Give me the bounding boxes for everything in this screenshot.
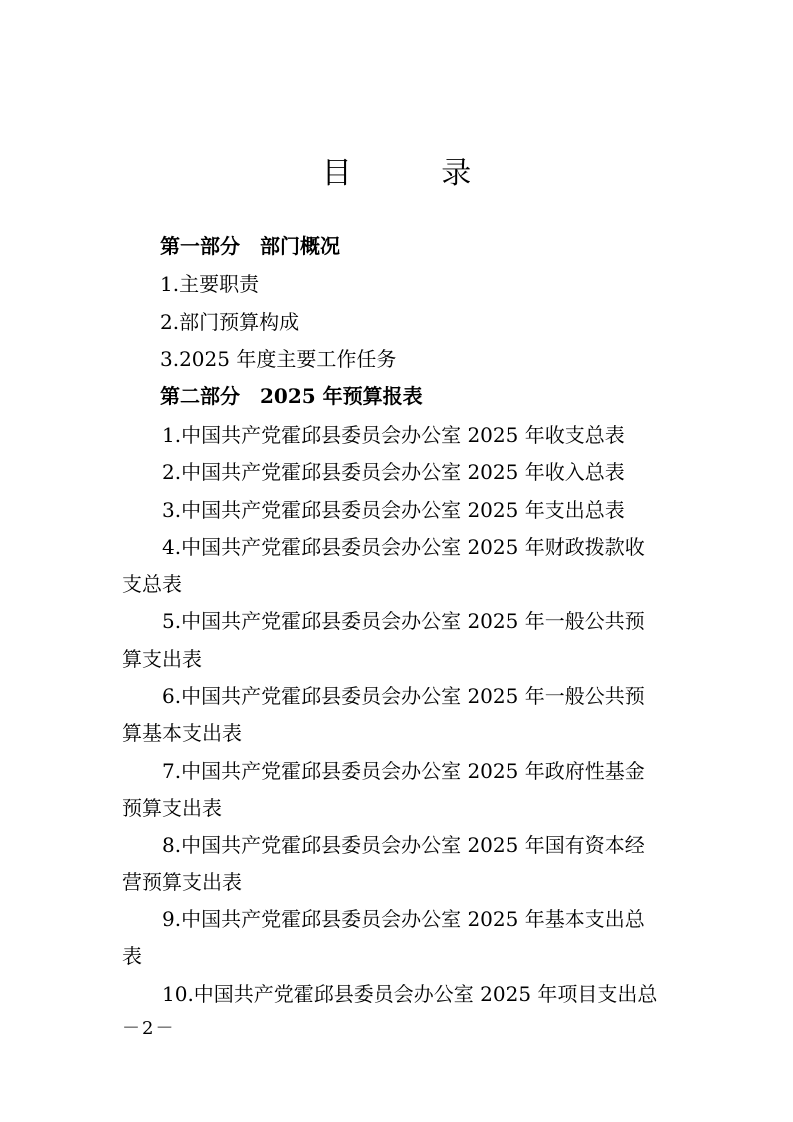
- toc-item: 2.中国共产党霍邱县委员会办公室 2025 年收入总表: [162, 460, 625, 484]
- page-title: 目 录: [321, 156, 512, 191]
- toc-item: 4.中国共产党霍邱县委员会办公室 2025 年财政拨款收: [162, 535, 645, 559]
- toc-item-continuation: 算支出表: [122, 647, 202, 671]
- toc-item: 6.中国共产党霍邱县委员会办公室 2025 年一般公共预: [162, 684, 645, 708]
- toc-item: 1.主要职责: [160, 272, 260, 296]
- toc-item: 1.中国共产党霍邱县委员会办公室 2025 年收支总表: [162, 423, 625, 447]
- toc-item-continuation: 支总表: [122, 572, 182, 596]
- toc-item: 5.中国共产党霍邱县委员会办公室 2025 年一般公共预: [162, 609, 645, 633]
- toc-item: 9.中国共产党霍邱县委员会办公室 2025 年基本支出总: [162, 907, 645, 931]
- toc-item-continuation: 算基本支出表: [122, 721, 242, 745]
- toc-item: 3.中国共产党霍邱县委员会办公室 2025 年支出总表: [162, 498, 625, 522]
- toc-item: 10.中国共产党霍邱县委员会办公室 2025 年项目支出总: [162, 982, 658, 1006]
- part2-heading: 第二部分 2025 年预算报表: [160, 384, 423, 408]
- part1-heading: 第一部分 部门概况: [160, 234, 340, 258]
- toc-item: 7.中国共产党霍邱县委员会办公室 2025 年政府性基金: [162, 759, 645, 783]
- toc-item: 8.中国共产党霍邱县委员会办公室 2025 年国有资本经: [162, 833, 645, 857]
- toc-item-continuation: 预算支出表: [122, 796, 222, 820]
- page-number: －2－: [122, 1018, 176, 1039]
- toc-item-continuation: 营预算支出表: [122, 870, 242, 894]
- toc-item: 3.2025 年度主要工作任务: [160, 347, 397, 371]
- toc-item: 2.部门预算构成: [160, 310, 300, 334]
- toc-item-continuation: 表: [122, 944, 142, 968]
